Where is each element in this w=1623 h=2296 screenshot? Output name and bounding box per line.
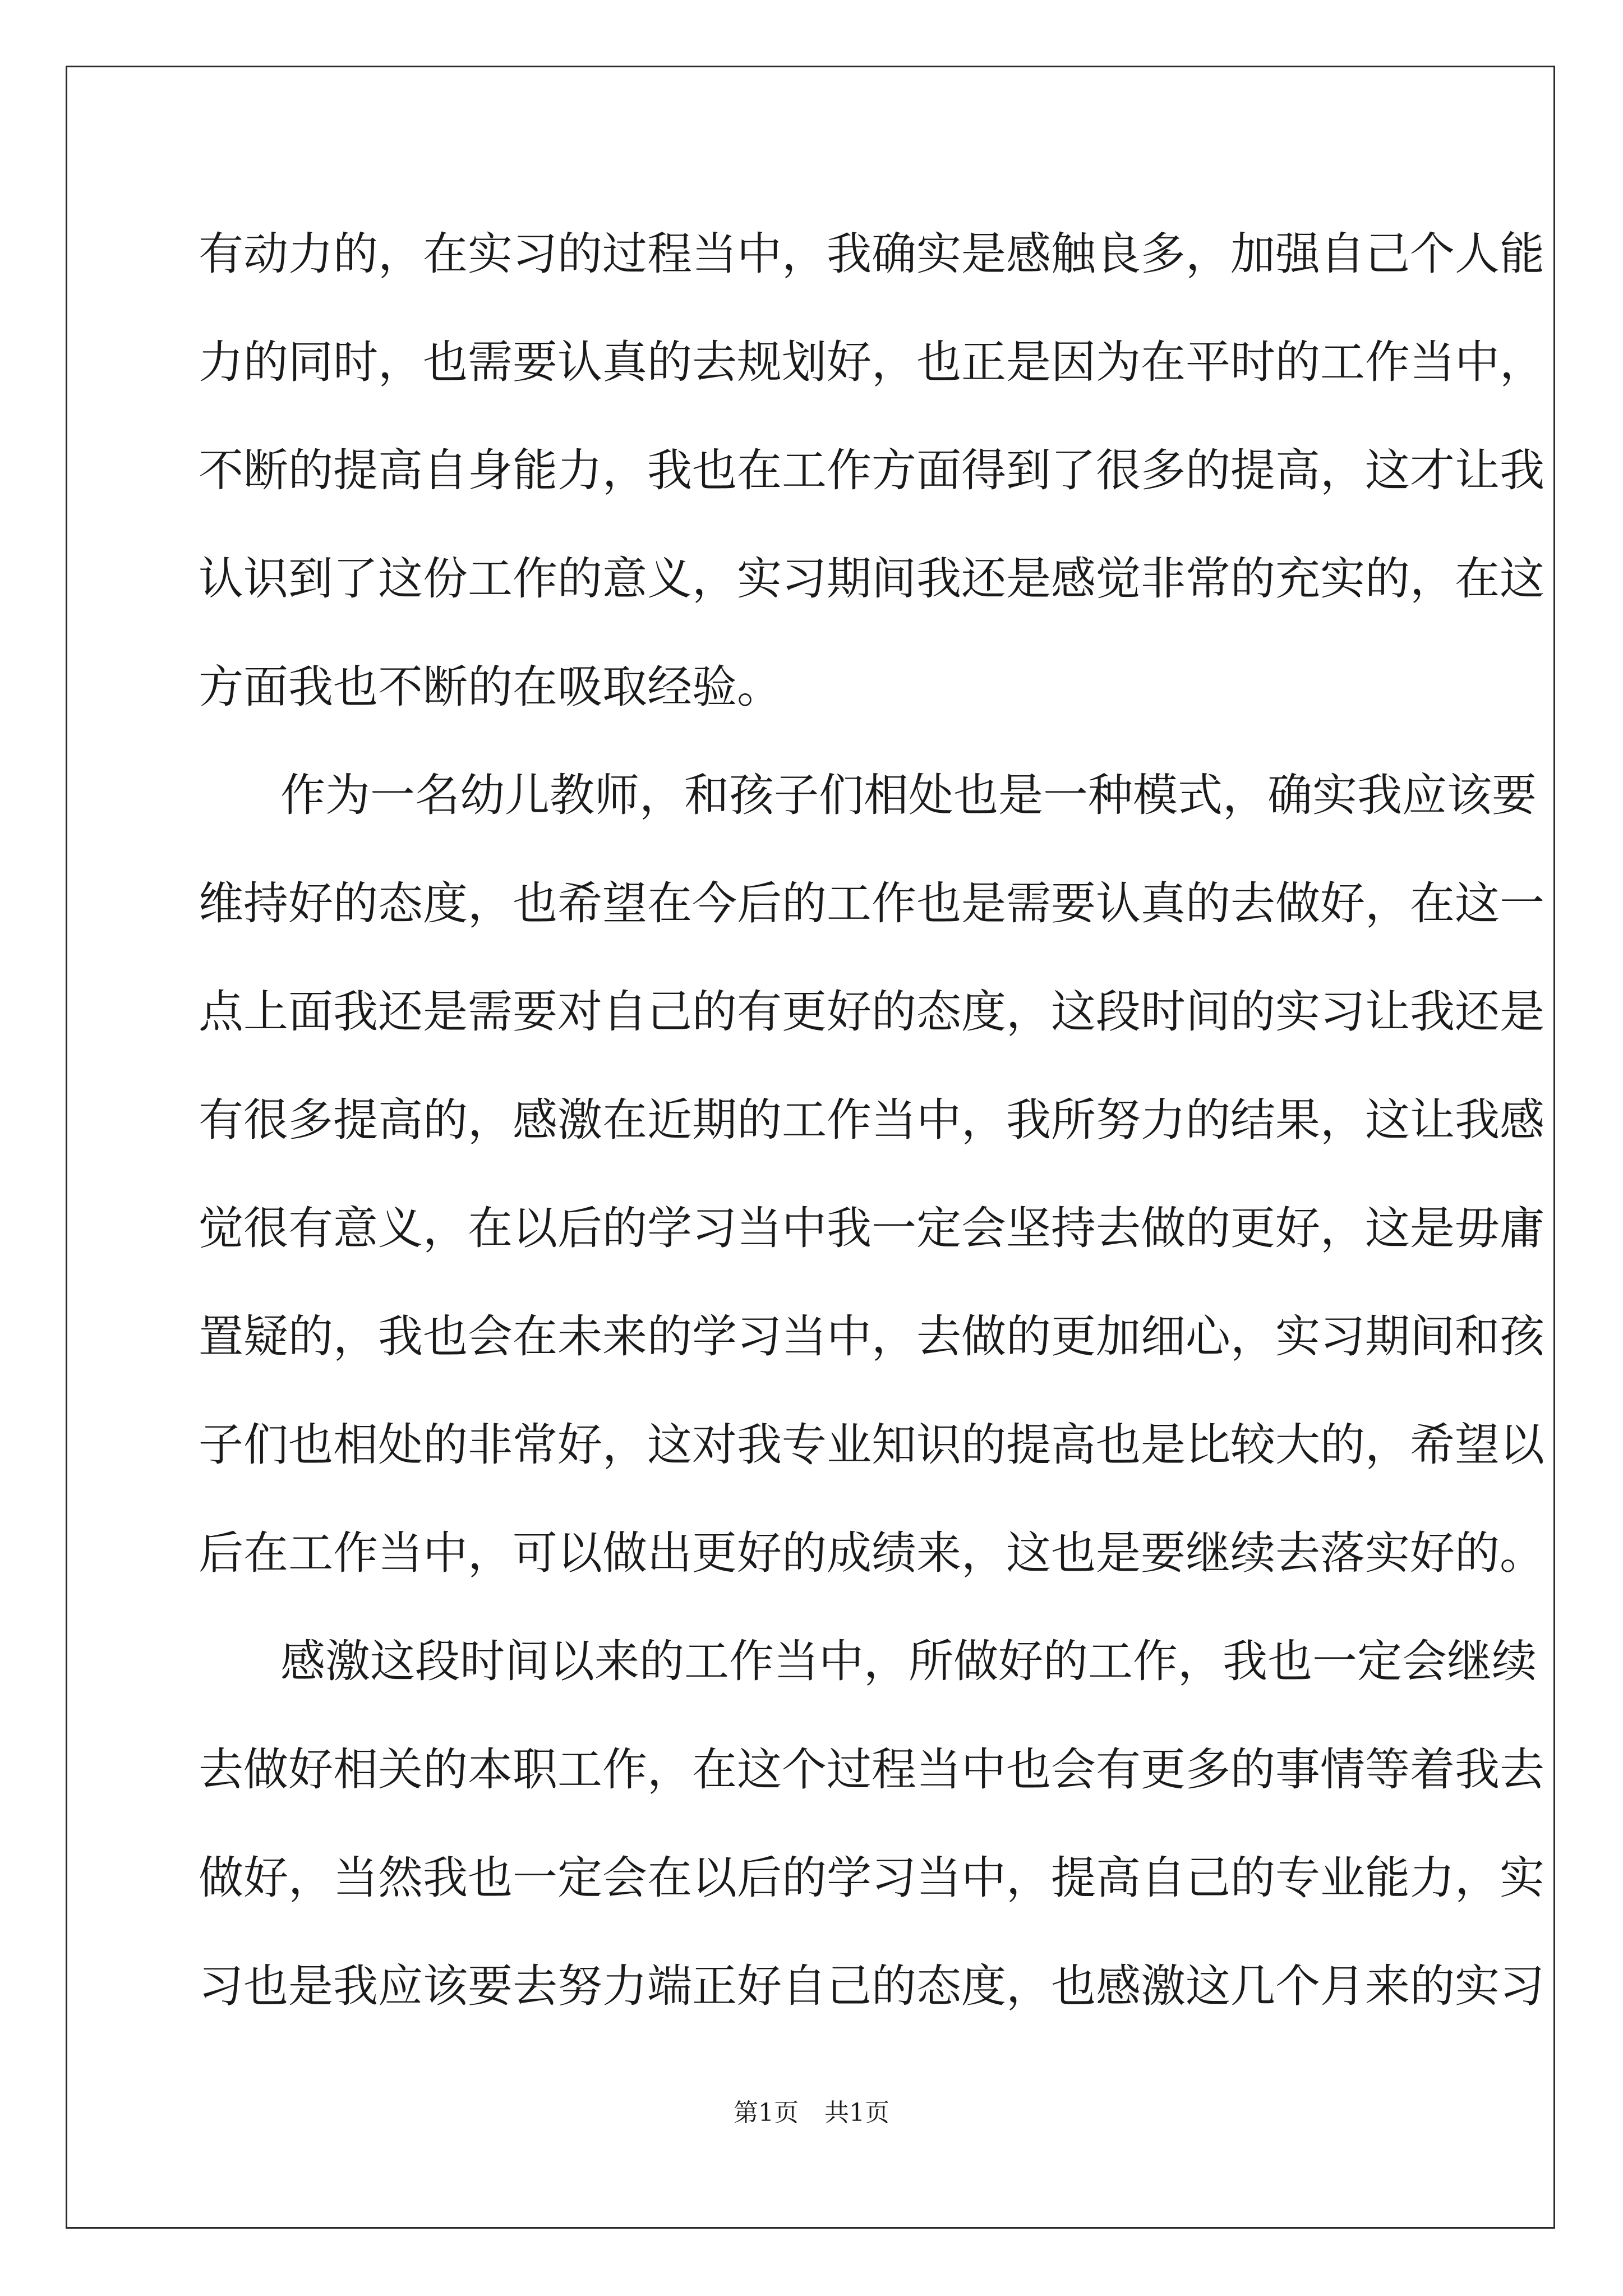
document-body	[199, 200, 1544, 2040]
paragraph-line: 认识到了这份工作的意义，实习期间我还是感觉非常的充实的，在这	[199, 553, 1544, 605]
paragraph-line: 维持好的态度，也希望在今后的工作也是需要认真的去做好，在这一	[199, 877, 1544, 930]
paragraph-line: 方面我也不断的在吸取经验。	[199, 661, 782, 713]
page-total-label: 共1页	[824, 2099, 889, 2127]
paragraph-line: 去做好相关的本职工作，在这个过程当中也会有更多的事情等着我去	[199, 1743, 1544, 1796]
paragraph-line: 力的同时，也需要认真的去规划好，也正是因为在平时的工作当中，	[199, 336, 1544, 388]
paragraph-line: 子们也相处的非常好，这对我专业知识的提高也是比较大的，希望以	[199, 1419, 1544, 1471]
page-footer	[0, 2092, 1623, 2128]
paragraph-line: 做好，当然我也一定会在以后的学习当中，提高自己的专业能力，实	[199, 1852, 1544, 1904]
paragraph-line: 有动力的，在实习的过程当中，我确实是感触良多，加强自己个人能	[199, 228, 1544, 280]
paragraph-line: 置疑的，我也会在未来的学习当中，去做的更加细心，实习期间和孩	[199, 1310, 1544, 1363]
paragraph-line: 觉很有意义，在以后的学习当中我一定会坚持去做的更好，这是毋庸	[199, 1202, 1544, 1254]
page-number-label: 第1页	[734, 2099, 799, 2127]
paragraph-line: 有很多提高的，感激在近期的工作当中，我所努力的结果，这让我感	[199, 1094, 1544, 1146]
paragraph-line: 点上面我还是需要对自己的有更好的态度，这段时间的实习让我还是	[199, 986, 1544, 1038]
paragraph-line: 后在工作当中，可以做出更好的成绩来，这也是要继续去落实好的。	[199, 1527, 1544, 1579]
paragraph-line: 不断的提高自身能力，我也在工作方面得到了很多的提高，这才让我	[199, 444, 1544, 496]
paragraph-line: 习也是我应该要去努力端正好自己的态度，也感激这几个月来的实习	[199, 1960, 1544, 2012]
paragraph-line: 作为一名幼儿教师，和孩子们相处也是一种模式，确实我应该要	[280, 769, 1537, 821]
paragraph-line: 感激这段时间以来的工作当中，所做好的工作，我也一定会继续	[280, 1635, 1537, 1687]
